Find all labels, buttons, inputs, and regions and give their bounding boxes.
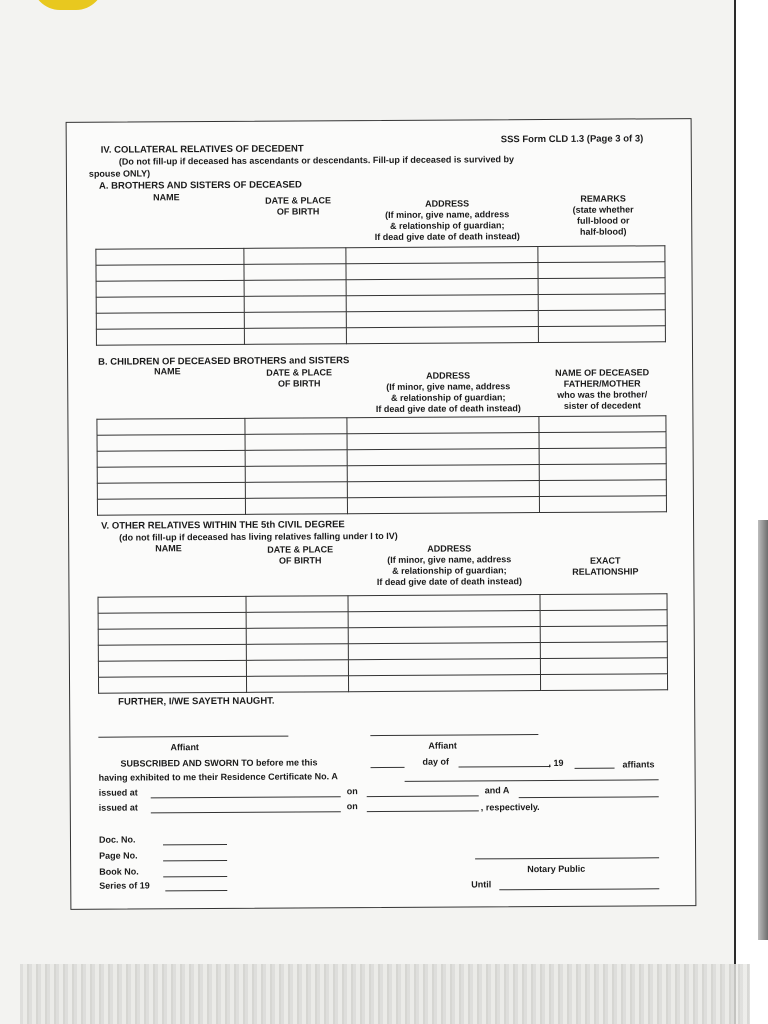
section-b-col-dob: DATE & PLACE OF BIRTH — [266, 367, 333, 389]
section-a-col-address: ADDRESS (If minor, give name, address & relationship of guardian; If dead give date of death instead) — [374, 198, 520, 243]
section-iv-note-1: (Do not fill-up if deceased has ascendants or descendants. Fill-up if deceased is survived by — [118, 154, 514, 167]
yellow-sticker — [32, 0, 104, 10]
book-no-field[interactable] — [163, 876, 227, 877]
residence-cert-no-a-field[interactable] — [405, 779, 659, 782]
issued-at-field-1[interactable] — [151, 796, 341, 798]
section-a-table — [95, 245, 666, 345]
affiant-label-right: Affiant — [428, 740, 457, 751]
section-b-table — [96, 415, 667, 515]
notary-public-label: Notary Public — [527, 863, 586, 875]
section-v-col-dob: DATE & PLACE OF BIRTH — [267, 544, 334, 566]
and-a-label: and A — [484, 785, 510, 796]
section-iv-note-2: spouse ONLY) — [88, 168, 151, 179]
affiant-signature-line-right[interactable] — [370, 734, 538, 736]
day-of-label: day of — [422, 756, 450, 767]
issued-at-label-1: issued at — [98, 787, 138, 798]
section-b-title: B. CHILDREN OF DECEASED BROTHERS and SISTERS — [98, 355, 350, 368]
on-field-1[interactable] — [367, 795, 479, 797]
page-no-label: Page No. — [99, 850, 138, 861]
further-sayeth: FURTHER, I/WE SAYETH NAUGHT. — [118, 695, 275, 708]
sss-form-page — [66, 118, 697, 910]
affiants-label: affiants — [622, 759, 655, 770]
year-field[interactable] — [575, 768, 615, 769]
section-b-col-name: NAME — [154, 366, 181, 377]
table-row — [97, 496, 666, 515]
series-label: Series of 19 — [99, 880, 150, 891]
section-iv-title: IV. COLLATERAL RELATIVES OF DECEDENT — [100, 143, 304, 156]
section-v-col-name: NAME — [155, 543, 182, 554]
section-v-table — [98, 593, 669, 693]
month-field[interactable] — [459, 766, 551, 768]
book-no-label: Book No. — [99, 866, 139, 877]
issued-at-label-2: issued at — [98, 802, 138, 813]
section-a-title: A. BROTHERS AND SISTERS OF DECEASED — [98, 179, 302, 192]
subscribed-text: SUBSCRIBED AND SWORN TO before me this — [120, 757, 318, 769]
table-row — [98, 674, 667, 693]
section-v-note: (do not fill-up if deceased has living relatives falling under I to IV) — [119, 530, 398, 543]
on-label-1: on — [346, 786, 358, 797]
section-v-col-relationship: EXACT RELATIONSHIP — [572, 555, 639, 577]
on-label-2: on — [346, 801, 358, 812]
doc-no-field[interactable] — [163, 844, 227, 845]
affiant-label-left: Affiant — [170, 742, 199, 753]
scan-noise — [20, 964, 750, 1024]
section-a-col-name: NAME — [153, 192, 180, 203]
page-no-field[interactable] — [163, 860, 227, 861]
issued-at-field-2[interactable] — [151, 811, 341, 813]
year-prefix: , 19 — [548, 757, 564, 768]
until-label: Until — [471, 879, 492, 890]
section-a-col-remarks: REMARKS (state whether full-blood or half-blood) — [572, 193, 634, 237]
section-a-col-dob: DATE & PLACE OF BIRTH — [265, 195, 332, 217]
section-b-col-parent: NAME OF DECEASED FATHER/MOTHER who was the brother/ sister of decedent — [555, 367, 650, 411]
residence-cert-text: having exhibited to me their Residence Certificate No. A — [98, 771, 338, 783]
doc-no-label: Doc. No. — [98, 834, 136, 845]
section-v-col-address: ADDRESS (If minor, give name, address & relationship of guardian; If dead give date of death instead) — [376, 543, 522, 588]
day-field[interactable] — [371, 767, 405, 768]
until-field[interactable] — [499, 888, 659, 890]
table-row — [96, 326, 665, 345]
respectively-label: , respectively. — [480, 802, 540, 813]
residence-cert-no-a2-field[interactable] — [519, 796, 659, 798]
section-v-title: V. OTHER RELATIVES WITHIN THE 5th CIVIL DEGREE — [101, 519, 345, 532]
series-field[interactable] — [165, 890, 227, 891]
form-id: SSS Form CLD 1.3 (Page 3 of 3) — [500, 133, 644, 146]
notary-signature-line[interactable] — [475, 857, 659, 859]
on-field-2[interactable] — [367, 810, 479, 812]
affiant-signature-line-left[interactable] — [98, 736, 288, 738]
page-shadow — [758, 520, 768, 940]
section-b-col-address: ADDRESS (If minor, give name, address & relationship of guardian; If dead give date of death instead) — [375, 370, 521, 415]
